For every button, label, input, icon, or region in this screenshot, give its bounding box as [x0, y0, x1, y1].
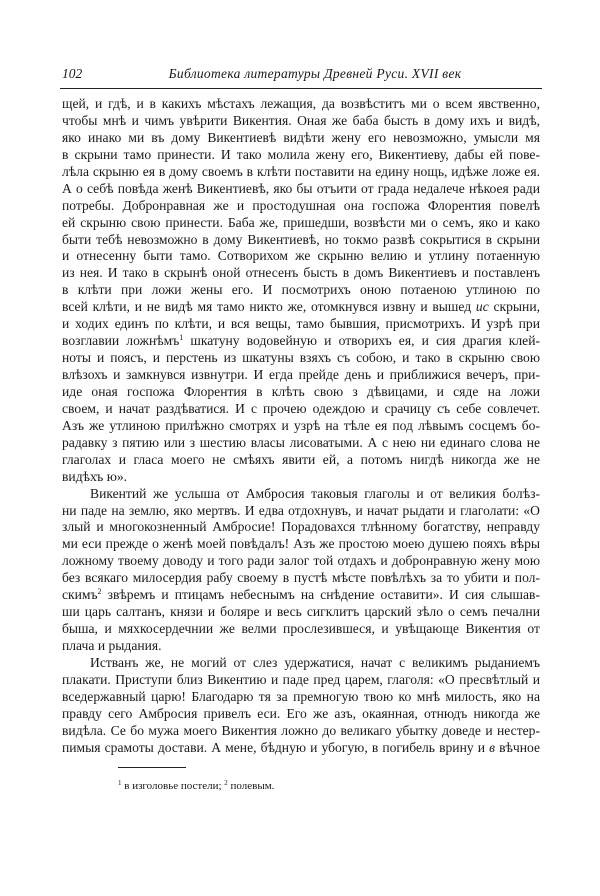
text-line — [62, 570, 540, 587]
text-segment: Азъ же утлиною прилѣжно смотрях и узрѣ на тѣле ея под лѣвымъ сосцемъ бо- — [62, 417, 540, 433]
text-line — [62, 621, 540, 638]
main-text — [62, 96, 540, 757]
text-segment: плакати. Приступи близ Викентию и паде пред царем, глаголя: «О пресвѣтлый и — [62, 671, 540, 687]
text-segment: быша, и мяхкосердечнии же велми прослезившеся, и увѣщающе Викентия от — [62, 621, 540, 637]
text-segment: яко инако ми въ дому Викентиевѣ видѣти жену его невозможно, умысли мя — [62, 129, 540, 145]
text-segment: в — [489, 739, 495, 755]
text-line — [62, 282, 540, 299]
text-segment: без всякаго милосердия рабу своему в пустѣ мѣсте повѣлѣхъ за то убити и пол- — [62, 570, 540, 586]
text-segment: Викентий же услыша от Амбросия таковыя глаголы и от великия болѣз- — [90, 485, 540, 501]
text-line — [62, 299, 540, 316]
text-segment: ей скрыню свою принести. Баба же, пришедши, возвѣсти ми о семъ, яко и како — [62, 214, 540, 230]
text-line — [62, 96, 540, 113]
text-line — [62, 435, 540, 452]
text-segment: в клѣти при ложи жены его. И посмотрихъ оною потаеною утлиною по — [62, 282, 540, 298]
text-segment: ши царь салтанъ, князи и боляре и весь сигклитъ царский зѣло о семъ печални — [62, 604, 540, 620]
text-segment: плача и рыдания. — [62, 638, 162, 653]
text-segment: ми еси прежде о женѣ моей повѣдалъ! Азъ же простою моею душею пояхъ вѣры — [62, 536, 540, 552]
text-segment: правду сего Амбросия привелъ еси. Его же азъ, окаянная, отнюдъ никогда же — [62, 705, 540, 721]
text-line — [62, 265, 540, 282]
page-number: 102 — [62, 66, 83, 81]
text-segment: вседержавный царю! Благодарю тя за премногую твою ко мнѣ милость, яко на — [62, 688, 540, 704]
text-segment: А о себѣ повѣда женѣ Викентиевѣ, яко бы отъити от града недалече нѣкоея ради — [62, 180, 540, 196]
text-line — [62, 130, 540, 147]
text-segment: шкатуну водовейную и отворихъ ея, и сия драгия клей- — [183, 333, 540, 349]
text-line — [62, 333, 540, 350]
footnote-marker: 1 — [179, 333, 184, 343]
text-segment: звѣремъ и птицамъ небеснымъ на снѣдение оставити». И сия слышав- — [101, 587, 540, 603]
text-line — [62, 198, 540, 215]
header-rule — [60, 88, 542, 89]
text-segment: и отнесенну быти тамо. Сотворихом же скрыню велию и утлину потаенную — [62, 248, 540, 264]
text-line — [62, 164, 540, 181]
text-line — [62, 469, 540, 486]
text-segment: ис — [475, 299, 489, 315]
text-segment: злый и многокозненный Амбросие! Порадовахся тлѣнному богатству, неправду — [62, 519, 540, 535]
text-segment: лѣла скрыню ея в дому своемъ в клѣти поставити на едину нощь, идѣже ложе ея. — [62, 163, 540, 179]
text-line — [62, 248, 540, 265]
text-line — [62, 384, 540, 401]
text-line — [62, 740, 540, 757]
text-segment: потребы. Добронравная же и простодушная она госпожа Флорентия повелѣ — [62, 197, 540, 213]
text-line — [62, 401, 540, 418]
text-line — [62, 655, 540, 672]
text-line — [62, 418, 540, 435]
footnote-text: полевым. — [227, 780, 275, 792]
text-segment: пимыя срамоты достави. А мене, бѣдную и убогую, в погибель врину и — [62, 739, 490, 755]
text-segment: глаголах и гласа моего не смѣяхъ явити ей, а потомъ нигдѣ никогда же не — [62, 451, 540, 467]
text-line — [62, 367, 540, 384]
text-line — [62, 215, 540, 232]
text-line — [62, 113, 540, 130]
footnote-number: 2 — [224, 779, 228, 787]
text-segment: щей, и гдѣ, и в какихъ мѣстахъ лежащия, да возвѣститъ ми о всем явственно, — [62, 96, 540, 111]
text-segment: Истванъ же, не могий от слез удержатися, начат с великимъ рыданиемъ — [90, 654, 540, 670]
text-segment: ни паде на землю, яко мертвъ. И едва отдохнувъ, и начат рыдати и глаголати: «О — [62, 502, 540, 518]
text-segment: и ходих единъ по клѣти, и вся вещы, тамо бывшия, присмотрихъ. И узрѣ при — [62, 316, 540, 332]
footnote-number: 1 — [118, 779, 122, 787]
text-segment: вѣчное — [495, 739, 540, 755]
text-segment: своем, и начат раздѣватися. И с прочею одеждою и срачицу съ себе совлечет. — [62, 400, 540, 416]
text-line — [62, 604, 540, 621]
text-line — [62, 503, 540, 520]
text-segment: чтобы мнѣ и чимъ увѣрити Викентия. Оная же баба бысть в дому ихъ и видѣ, — [62, 112, 540, 128]
text-segment: возглавии ложнѣмъ — [62, 333, 180, 349]
text-line — [62, 519, 540, 536]
footnotes — [118, 780, 274, 792]
text-segment: из нея. И тако в скрынѣ оной отнесенъ бысть в домъ Викентиевъ и поставленъ — [62, 265, 540, 281]
text-line — [62, 316, 540, 333]
footnote-text: в изголовье постели; — [121, 780, 225, 792]
text-line — [62, 536, 540, 553]
text-segment: ноты и поясъ, и перстень из шкатуны взяхъ съ собою, и тако в скрыню свою — [62, 350, 540, 366]
text-line — [62, 147, 540, 164]
text-line — [62, 486, 540, 503]
text-line — [62, 181, 540, 198]
text-segment: иде оная госпожа Флорентия в клѣть свою з дѣвицами, и сяде на ложи — [62, 383, 540, 399]
text-line — [62, 689, 540, 706]
text-line — [62, 553, 540, 570]
text-line — [62, 638, 540, 655]
text-segment: влѣзохъ и замкнувся извнутри. И егда прейде день и приближися вечеръ, при- — [62, 367, 540, 382]
text-line — [62, 350, 540, 367]
text-segment: видѣла. Се бо мужа моего Викентия ложно до великаго убытку доведе и нестер- — [62, 722, 540, 738]
text-segment: быти тебѣ невозможно в дому Викентиевѣ, но токмо развѣ сокрытися в скрыни — [62, 231, 540, 247]
footnote-rule — [118, 767, 186, 768]
text-segment: скимъ — [62, 587, 98, 603]
text-segment: радавку з пятию или з шестию власы лисоватыми. А с нею ни единаго слова не — [62, 434, 540, 450]
text-line — [62, 723, 540, 740]
text-line — [62, 232, 540, 249]
text-segment: в скрыни тамо принести. И тако молила жену его, Викентиеву, дабы ей пове- — [62, 146, 540, 162]
text-line — [62, 587, 540, 604]
text-line — [62, 672, 540, 689]
text-line — [62, 706, 540, 723]
text-segment: видѣхъ ю». — [62, 468, 128, 484]
text-line — [62, 452, 540, 469]
text-segment: скрыни, — [488, 299, 540, 315]
footnote-marker: 2 — [97, 587, 102, 597]
text-segment: всей клѣти, и не видѣ мя тамо никто же, отомкнувся извну и вышед — [62, 299, 476, 315]
text-segment: ложному твоему доводу и того ради залог той отдахъ и добронравную жену мою — [62, 553, 540, 569]
running-title: Библиотека литературы Древней Руси. XVII век — [168, 66, 462, 81]
